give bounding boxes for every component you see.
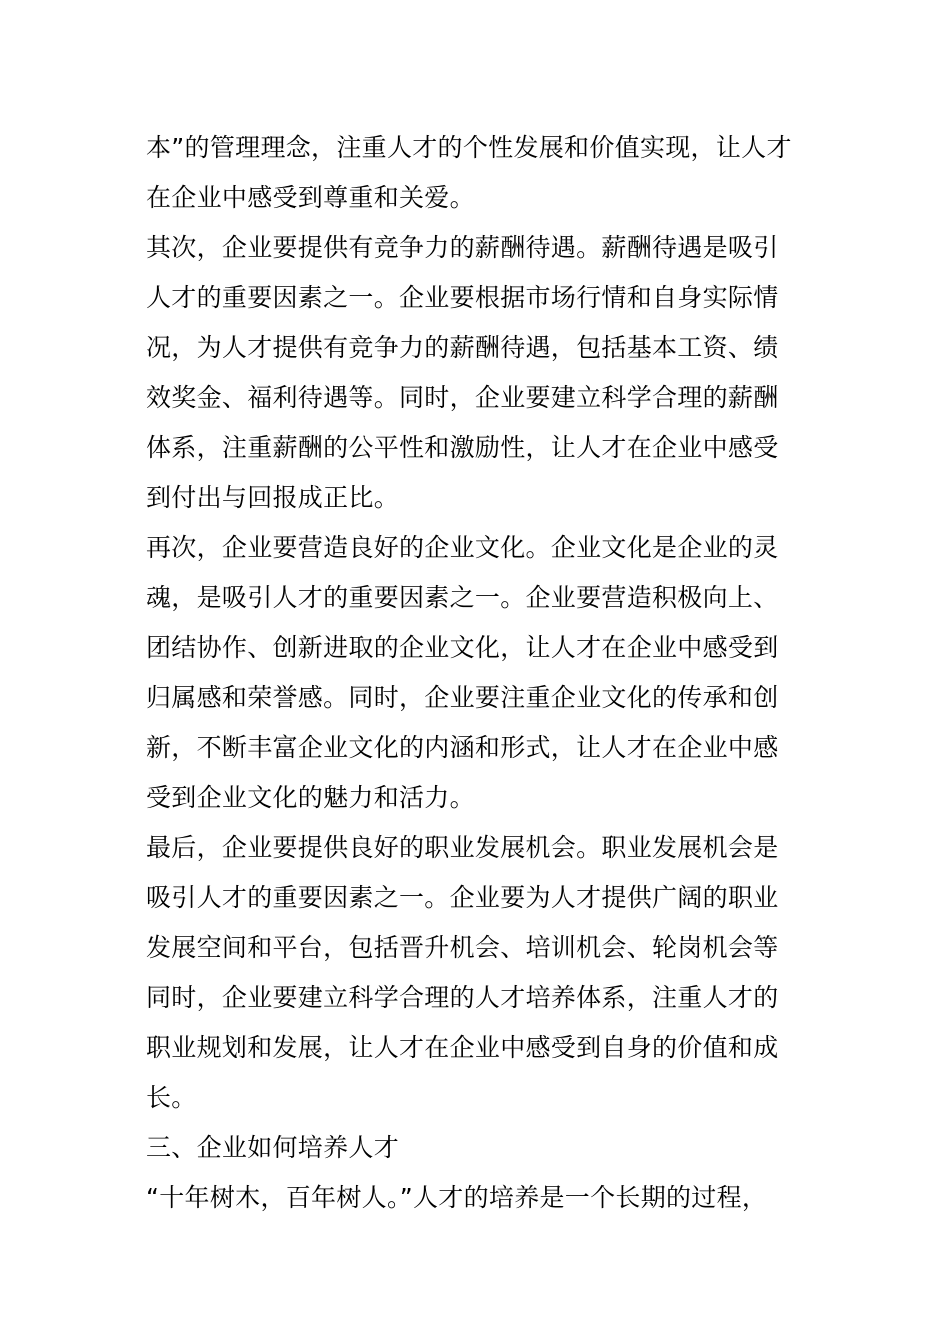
text-line: 同时，企业要建立科学合理的人才培养体系，注重人才的 xyxy=(146,983,779,1012)
text-line: 体系，注重薪酬的公平性和激励性，让人才在企业中感受 xyxy=(146,433,779,462)
text-line: 归属感和荣誉感。同时，企业要注重企业文化的传承和创 xyxy=(146,683,779,712)
text-line: 发展空间和平台，包括晋升机会、培训机会、轮岗机会等 xyxy=(146,933,779,962)
text-line: 人才的重要因素之一。企业要根据市场行情和自身实际情 xyxy=(146,283,779,312)
text-line: 况，为人才提供有竞争力的薪酬待遇，包括基本工资、绩 xyxy=(146,333,779,362)
text-line: 受到企业文化的魅力和活力。 xyxy=(146,783,475,812)
text-line: 最后，企业要提供良好的职业发展机会。职业发展机会是 xyxy=(146,833,779,862)
text-line: 效奖金、福利待遇等。同时，企业要建立科学合理的薪酬 xyxy=(146,383,779,412)
text-line: 职业规划和发展，让人才在企业中感受到自身的价值和成 xyxy=(146,1033,779,1062)
text-line: 吸引人才的重要因素之一。企业要为人才提供广阔的职业 xyxy=(146,883,779,912)
text-line: 到付出与回报成正比。 xyxy=(146,483,400,512)
text-line: 再次，企业要营造良好的企业文化。企业文化是企业的灵 xyxy=(146,533,779,562)
text-line: 本”的管理理念，注重人才的个性发展和价值实现，让人才 xyxy=(146,133,792,162)
text-line: 在企业中感受到尊重和关爱。 xyxy=(146,183,475,212)
text-line: 长。 xyxy=(146,1083,197,1112)
text-line: 魂，是吸引人才的重要因素之一。企业要营造积极向上、 xyxy=(146,583,779,612)
text-line: 团结协作、创新进取的企业文化，让人才在企业中感受到 xyxy=(146,633,779,662)
section-heading: 三、企业如何培养人才 xyxy=(146,1133,400,1162)
text-line: 新，不断丰富企业文化的内涵和形式，让人才在企业中感 xyxy=(146,733,779,762)
text-line: 其次，企业要提供有竞争力的薪酬待遇。薪酬待遇是吸引 xyxy=(146,233,779,262)
text-line: “十年树木，百年树人。”人才的培养是一个长期的过程， xyxy=(146,1183,768,1212)
